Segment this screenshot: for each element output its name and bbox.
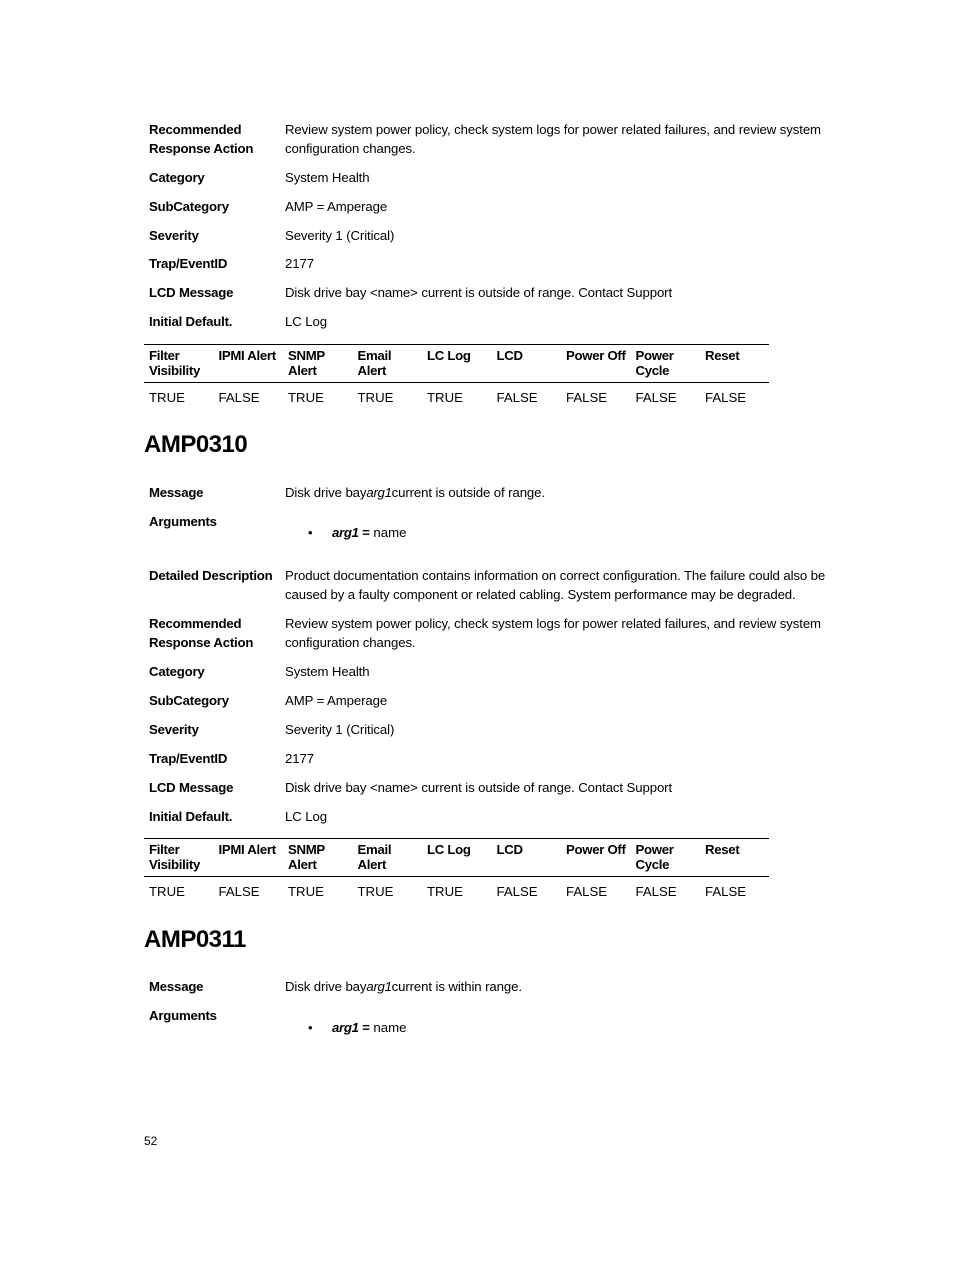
header-snmp-alert: SNMP Alert xyxy=(288,842,325,872)
value-snmp-alert: TRUE xyxy=(288,389,324,405)
kv-value xyxy=(285,977,839,996)
header-lcd: LCD xyxy=(496,842,523,857)
kv-label: Initial Default. xyxy=(149,809,233,824)
kv-value: Disk drive bay <name> current is outside of range. Contact Support xyxy=(285,780,673,795)
kv-row-initial-default-2 xyxy=(149,807,839,826)
kv-row-severity-2 xyxy=(149,720,839,739)
kv-row-category-2 xyxy=(149,662,839,681)
kv-label: Recommended Response Action xyxy=(149,122,254,156)
kv-row-subcategory-2 xyxy=(149,691,839,710)
bullet-icon: • xyxy=(308,1020,313,1035)
kv-row-initial-default-1 xyxy=(149,312,839,331)
bullet-icon: • xyxy=(308,525,313,540)
message-text: Disk drive bay xyxy=(285,485,367,500)
kv-row-recommended-action-1 xyxy=(149,120,839,158)
value-lcd: FALSE xyxy=(496,389,538,405)
kv-value: System Health xyxy=(285,170,370,185)
argument-list-item xyxy=(308,524,406,542)
message-text: Disk drive bay xyxy=(285,979,367,994)
kv-value xyxy=(285,483,839,502)
kv-row-lcd-message-2 xyxy=(149,778,839,797)
value-reset: FALSE xyxy=(705,883,747,899)
value-snmp-alert: TRUE xyxy=(288,883,324,899)
argument-name: arg1 = xyxy=(332,525,370,540)
message-arg: arg1 xyxy=(366,485,392,500)
header-email-alert: Email Alert xyxy=(357,842,392,872)
header-ipmi-alert: IPMI Alert xyxy=(218,842,276,857)
kv-row-severity-1 xyxy=(149,226,839,245)
kv-value: 2177 xyxy=(285,751,314,766)
kv-label: SubCategory xyxy=(149,693,229,708)
kv-label: Recommended Response Action xyxy=(149,616,254,650)
value-ipmi-alert: FALSE xyxy=(218,883,260,899)
value-ipmi-alert: FALSE xyxy=(218,389,260,405)
section-heading-amp0310: AMP0310 xyxy=(144,431,248,458)
header-lcd: LCD xyxy=(496,348,523,363)
kv-label: SubCategory xyxy=(149,199,229,214)
value-email-alert: TRUE xyxy=(357,883,394,899)
kv-row-message-amp0310 xyxy=(149,483,839,502)
page-number: 52 xyxy=(144,1134,158,1148)
kv-label: Message xyxy=(149,979,204,994)
value-lc-log: TRUE xyxy=(427,389,463,405)
kv-row-category-1 xyxy=(149,168,839,187)
header-reset: Reset xyxy=(705,842,740,857)
kv-row-subcategory-1 xyxy=(149,197,839,216)
filter-table-2 xyxy=(144,838,769,907)
header-filter-visibility: Filter Visibility xyxy=(149,348,200,378)
header-power-off: Power Off xyxy=(566,348,626,363)
value-lc-log: TRUE xyxy=(427,883,463,899)
argument-name: arg1 = xyxy=(332,1020,370,1035)
filter-header-row xyxy=(144,344,769,383)
kv-value: AMP = Amperage xyxy=(285,199,388,214)
value-filter-visibility: TRUE xyxy=(149,883,185,899)
kv-label: LCD Message xyxy=(149,285,234,300)
kv-label: Trap/EventID xyxy=(149,751,228,766)
kv-label: Arguments xyxy=(149,1008,217,1023)
kv-row-arguments-amp0310 xyxy=(149,512,839,531)
kv-value: LC Log xyxy=(285,809,327,824)
kv-value: Severity 1 (Critical) xyxy=(285,228,395,243)
value-reset: FALSE xyxy=(705,389,747,405)
value-power-off: FALSE xyxy=(566,883,608,899)
value-power-cycle: FALSE xyxy=(635,389,677,405)
kv-value: Severity 1 (Critical) xyxy=(285,722,395,737)
kv-value: Review system power policy, check system logs for power related failures, and review system configuration changes. xyxy=(285,616,821,650)
kv-label: Severity xyxy=(149,722,199,737)
kv-row-arguments-amp0311 xyxy=(149,1006,839,1025)
value-power-off: FALSE xyxy=(566,389,608,405)
kv-row-lcd-message-1 xyxy=(149,283,839,302)
value-email-alert: TRUE xyxy=(357,389,394,405)
kv-label: Message xyxy=(149,485,204,500)
header-lc-log: LC Log xyxy=(427,348,471,363)
argument-list-item xyxy=(308,1019,406,1037)
header-filter-visibility: Filter Visibility xyxy=(149,842,200,872)
kv-label: Arguments xyxy=(149,514,217,529)
kv-value: Review system power policy, check system logs for power related failures, and review system configuration changes. xyxy=(285,122,821,156)
value-filter-visibility: TRUE xyxy=(149,389,185,405)
header-lc-log: LC Log xyxy=(427,842,471,857)
argument-value: name xyxy=(373,525,407,540)
kv-row-trap-eventid-2 xyxy=(149,749,839,768)
header-power-cycle: Power Cycle xyxy=(635,348,674,378)
header-reset: Reset xyxy=(705,348,740,363)
kv-value: System Health xyxy=(285,664,370,679)
header-ipmi-alert: IPMI Alert xyxy=(218,348,276,363)
header-snmp-alert: SNMP Alert xyxy=(288,348,325,378)
message-arg: arg1 xyxy=(366,979,392,994)
kv-value: AMP = Amperage xyxy=(285,693,388,708)
kv-row-detailed-description xyxy=(149,566,839,604)
filter-table-1 xyxy=(144,344,769,413)
kv-label: Category xyxy=(149,664,205,679)
kv-value: Disk drive bay <name> current is outside of range. Contact Support xyxy=(285,285,673,300)
value-power-cycle: FALSE xyxy=(635,883,677,899)
value-lcd: FALSE xyxy=(496,883,538,899)
filter-value-row xyxy=(144,383,769,413)
kv-value: Product documentation contains information on correct configuration. The failure could also be caused by a faulty component or related cabling. System performance may be degraded. xyxy=(285,568,826,602)
filter-value-row xyxy=(144,877,769,907)
section-heading-amp0311: AMP0311 xyxy=(144,926,246,953)
header-email-alert: Email Alert xyxy=(357,348,392,378)
kv-label: Category xyxy=(149,170,205,185)
header-power-off: Power Off xyxy=(566,842,626,857)
message-text-tail: current is outside of range. xyxy=(391,485,545,500)
kv-value: 2177 xyxy=(285,256,314,271)
message-text-tail: current is within range. xyxy=(391,979,522,994)
kv-label: Detailed Description xyxy=(149,568,273,583)
argument-value: name xyxy=(373,1020,407,1035)
kv-row-message-amp0311 xyxy=(149,977,839,996)
kv-row-trap-eventid-1 xyxy=(149,254,839,273)
kv-label: Trap/EventID xyxy=(149,256,228,271)
kv-label: Severity xyxy=(149,228,199,243)
filter-header-row xyxy=(144,838,769,877)
header-power-cycle: Power Cycle xyxy=(635,842,674,872)
kv-row-recommended-action-2 xyxy=(149,614,839,652)
kv-label: Initial Default. xyxy=(149,314,233,329)
kv-label: LCD Message xyxy=(149,780,234,795)
kv-value: LC Log xyxy=(285,314,327,329)
